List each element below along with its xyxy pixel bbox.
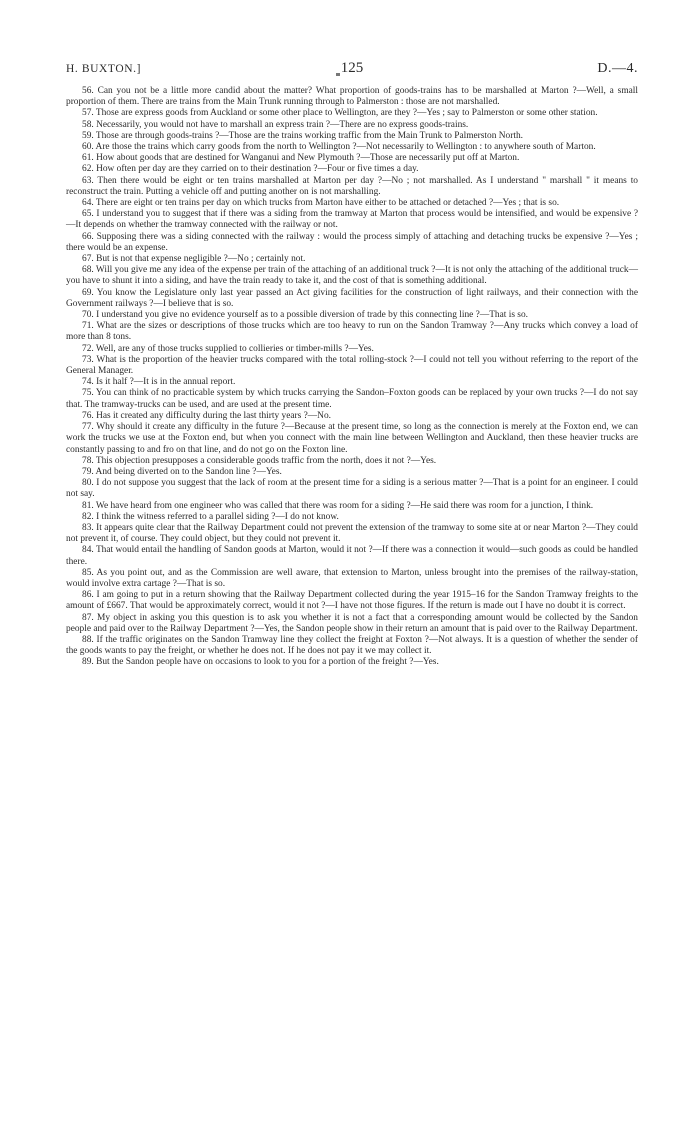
question-69: 69. You know the Legislature only last year passed an Act giving facilities for the construction of light railways, and their connection with the Government railways ?—I believe that is so. <box>66 287 638 309</box>
question-74: 74. Is it half ?—It is in the annual report. <box>82 377 236 388</box>
question-87: 87. My object in asking you this question is to ask you whether it is not a fact that a corresponding amount would be collected by the Sandon people and paid over to the Railway Department ?—Yes, the Sandon people show in their return an amount that is paid over to the Railway Department. <box>66 612 638 634</box>
page-number: 125 <box>340 60 364 76</box>
question-83: 83. It appears quite clear that the Railway Department could not prevent the extension of the tramway to some site at or near Marton ?—They could not prevent it, of course. They could object, but they could not prevent it. <box>66 522 638 545</box>
question-68: 68. Will you give me any idea of the expense per train of the attaching of an additional truck ?—It is not only the attaching of the additional truck—you have to shunt it into a siding, and have the train ready to take it, and the cost of that is something additional. <box>66 265 638 287</box>
question-56: 56. Can you not be a little more candid about the matter? What proportion of goods-trains has to be marshalled at Marton ?—Well, a small proportion of them. There are trains from the Main Trunk running through to Palmerston : those are not marshalled. <box>66 86 638 108</box>
question-81: 81. We have heard from one engineer who was called that there was room for a siding ?—He said there was room for a junction, I think. <box>82 500 594 511</box>
question-58: 58. Necessarily, you would not have to marshall an express train ?—There are no express goods-trains. <box>82 119 469 130</box>
question-82: 82. I think the witness referred to a parallel siding ?—I do not know. <box>82 511 339 522</box>
question-77: 77. Why should it create any difficulty in the future ?—Because at the present time, so long as the connection is merely at the Foxton end, we can work the trucks we use at the Foxton end, but when you connect with the main line between Wellington and Auckland, then these heavier trucks are constantly passing to and fro on that line, and do not go on the Foxton line. <box>66 422 638 455</box>
question-61: 61. How about goods that are destined for Wanganui and New Plymouth ?—Those are necessarily put off at Marton. <box>82 153 520 164</box>
question-78: 78. This objection presupposes a considerable goods traffic from the north, does it not ?—Yes. <box>82 455 437 466</box>
question-84: 84. That would entail the handling of Sandon goods at Marton, would it not ?—If there was a connection it would—such goods as could be handled there. <box>66 545 638 567</box>
question-59: 59. Those are through goods-trains ?—Those are the trains working traffic from the Main Trunk to Palmerston North. <box>82 130 523 141</box>
question-89: 89. But the Sandon people have on occasions to look to you for a portion of the freight ?—Yes. <box>82 657 439 668</box>
question-64: 64. There are eight or ten trains per day on which trucks from Marton have either to be attached or detached ?—Yes ; that is so. <box>82 198 560 209</box>
page-header <box>66 60 638 82</box>
question-80: 80. I do not suppose you suggest that the lack of room at the present time for a siding is a serious matter ?—That is a point for an engineer. I could not say. <box>66 478 638 500</box>
question-75: 75. You can think of no practicable system by which trucks carrying the Sandon–Foxton goods can be replaced by your own trucks ?—I do not say that. The tramway-trucks can be used, and are used at the present time. <box>66 388 638 410</box>
question-85: 85. As you point out, and as the Commission are well aware, that extension to Marton, unless brought into the premises of the railway-station, would involve extra cartage ?—That is so. <box>66 567 638 589</box>
question-62: 62. How often per day are they carried on to their destination ?—Four or five times a day. <box>82 164 419 175</box>
question-76: 76. Has it created any difficulty during the last thirty years ?—No. <box>82 410 331 421</box>
question-70: 70. I understand you give no evidence yourself as to a possible diversion of trade by this connecting line ?—That is so. <box>82 310 528 321</box>
question-73: 73. What is the proportion of the heavier trucks compared with the total rolling-stock ?—I could not tell you without referring to the report of the General Manager. <box>66 354 638 377</box>
question-65: 65. I understand you to suggest that if there was a siding from the tramway at Marton that process would be intensified, and would be expensive ?—It depends on whether the tramway connected with the railway or not. <box>66 209 638 231</box>
witness-name: H. BUXTON.] <box>66 63 142 75</box>
question-72: 72. Well, are any of those trucks supplied to collieries or timber-mills ?—Yes. <box>82 343 374 354</box>
testimony-body <box>66 86 638 669</box>
document-reference: D.—4. <box>597 61 638 76</box>
question-57: 57. Those are express goods from Auckland or some other place to Wellington, are they ?—Yes ; say to Palmerston or some other station. <box>82 108 598 119</box>
question-63: 63. Then there would be eight or ten trains marshalled at Marton per day ?—No ; not marshalled. As I understand " marshall " it means to reconstruct the train. Putting a vehicle off and putting another on is not marshalling. <box>66 175 638 197</box>
question-60: 60. Are those the trains which carry goods from the north to Wellington ?—Not necessarily to Wellington : to anywhere south of Marton. <box>82 142 596 153</box>
question-86: 86. I am going to put in a return showing that the Railway Department collected during the year 1915–16 for the Sandon Tramway freights to the amount of £667. That would be approximately correct, would it not ?—I have not those figures. If the return is made out I have no doubt it is correct. <box>66 590 638 612</box>
question-71: 71. What are the sizes or descriptions of those trucks which are too heavy to run on the Sandon Tramway ?—Any trucks which convey a load of more than 8 tons. <box>66 321 638 343</box>
question-88: 88. If the traffic originates on the Sandon Tramway line they collect the freight at Foxton ?—Not always. It is a question of whether the sender of the goods wants to pay the freight, or whether he does not. If he does not pay it we may collect it. <box>66 634 638 657</box>
print-mark <box>336 73 340 76</box>
question-79: 79. And being diverted on to the Sandon line ?—Yes. <box>82 466 282 477</box>
question-67: 67. But is not that expense negligible ?—No ; certainly not. <box>82 254 306 265</box>
question-66: 66. Supposing there was a siding connected with the railway : would the process simply of attaching and detaching trucks be expensive ?—Yes ; there would be an expense. <box>66 231 638 253</box>
